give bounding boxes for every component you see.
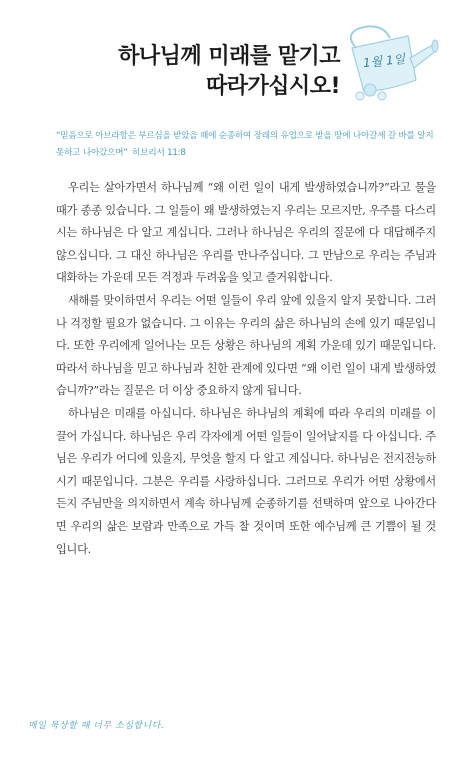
- paragraph: 우리는 살아가면서 하나님께 “왜 이런 일이 내게 발생하였습니까?”라고 물을 때가 종종 있습니다. 그 일들이 왜 발생하였는지 우리는 모르지만, 우주를 다스리시는 하나님은 다 알고 계십니다. 그러나 하나님은 우리의 질문에 다 대답해주지 않으십니다. 그 대신 하나님은 우리를 만나주십니다. 그 만남으로 우리는 주님과 대화하는 가운데 모든 걱정과 두려움을 잊고 즐거워합니다.: [56, 181, 436, 285]
- date-label: 1월 1일: [362, 51, 406, 71]
- devotional-body: [56, 177, 436, 561]
- title-line-2: 따라가십시오!: [205, 74, 340, 99]
- paragraph: 하나님은 미래를 아십니다. 하나님은 하나님의 계획에 따라 우리의 미래를 이끌어 가십니다. 하나님은 우리 각자에게 어떤 일들이 일어날지를 다 아십니다. 주님은 우리가 어디에 있을지, 무엇을 할지 다 알고 계십니다. 하나님은 전지전능하시기 때문입니다. 그분은 우리를 사랑하십니다. 그러므로 우리가 어떤 상황에서든지 주님만을 의지하면서 계속 하나님께 순종하기를 선택하며 앞으로 나아간다면 우리의 삶은 보람과 만족으로 가득 찰 것이며 또한 예수님께 큰 기쁨이 될 것입니다.: [56, 406, 436, 556]
- scripture-verse: [56, 128, 436, 162]
- footer-note: 매일 묵상할 때 너무 소심합니다.: [28, 721, 165, 731]
- paragraph: 새해를 맞이하면서 우리는 어떤 일들이 우리 앞에 있을지 알지 못합니다. 그러나 걱정할 필요가 없습니다. 그 이유는 우리의 삶은 하나님의 손에 있기 때문입니다. 또한 우리에게 일어나는 모든 상황은 하나님의 계획 가운데 있기 때문입니다. 따라서 하나님을 믿고 하나님과 친한 관계에 있다면 “왜 이런 일이 내게 발생하였습니까?”라는 질문은 더 이상 중요하지 않게 됩니다.: [56, 293, 436, 398]
- title-line-1: 하나님께 미래를 맡기고: [118, 44, 340, 69]
- page-title: [0, 42, 340, 102]
- verse-reference: 히브리서 11:8: [132, 148, 186, 158]
- verse-text: “믿음으로 아브라함은 부르심을 받았을 때에 순종하여 장래의 유업으로 받을 땅에 나아갈새 갈 바를 알지 못하고 나아갔으며”: [56, 131, 434, 158]
